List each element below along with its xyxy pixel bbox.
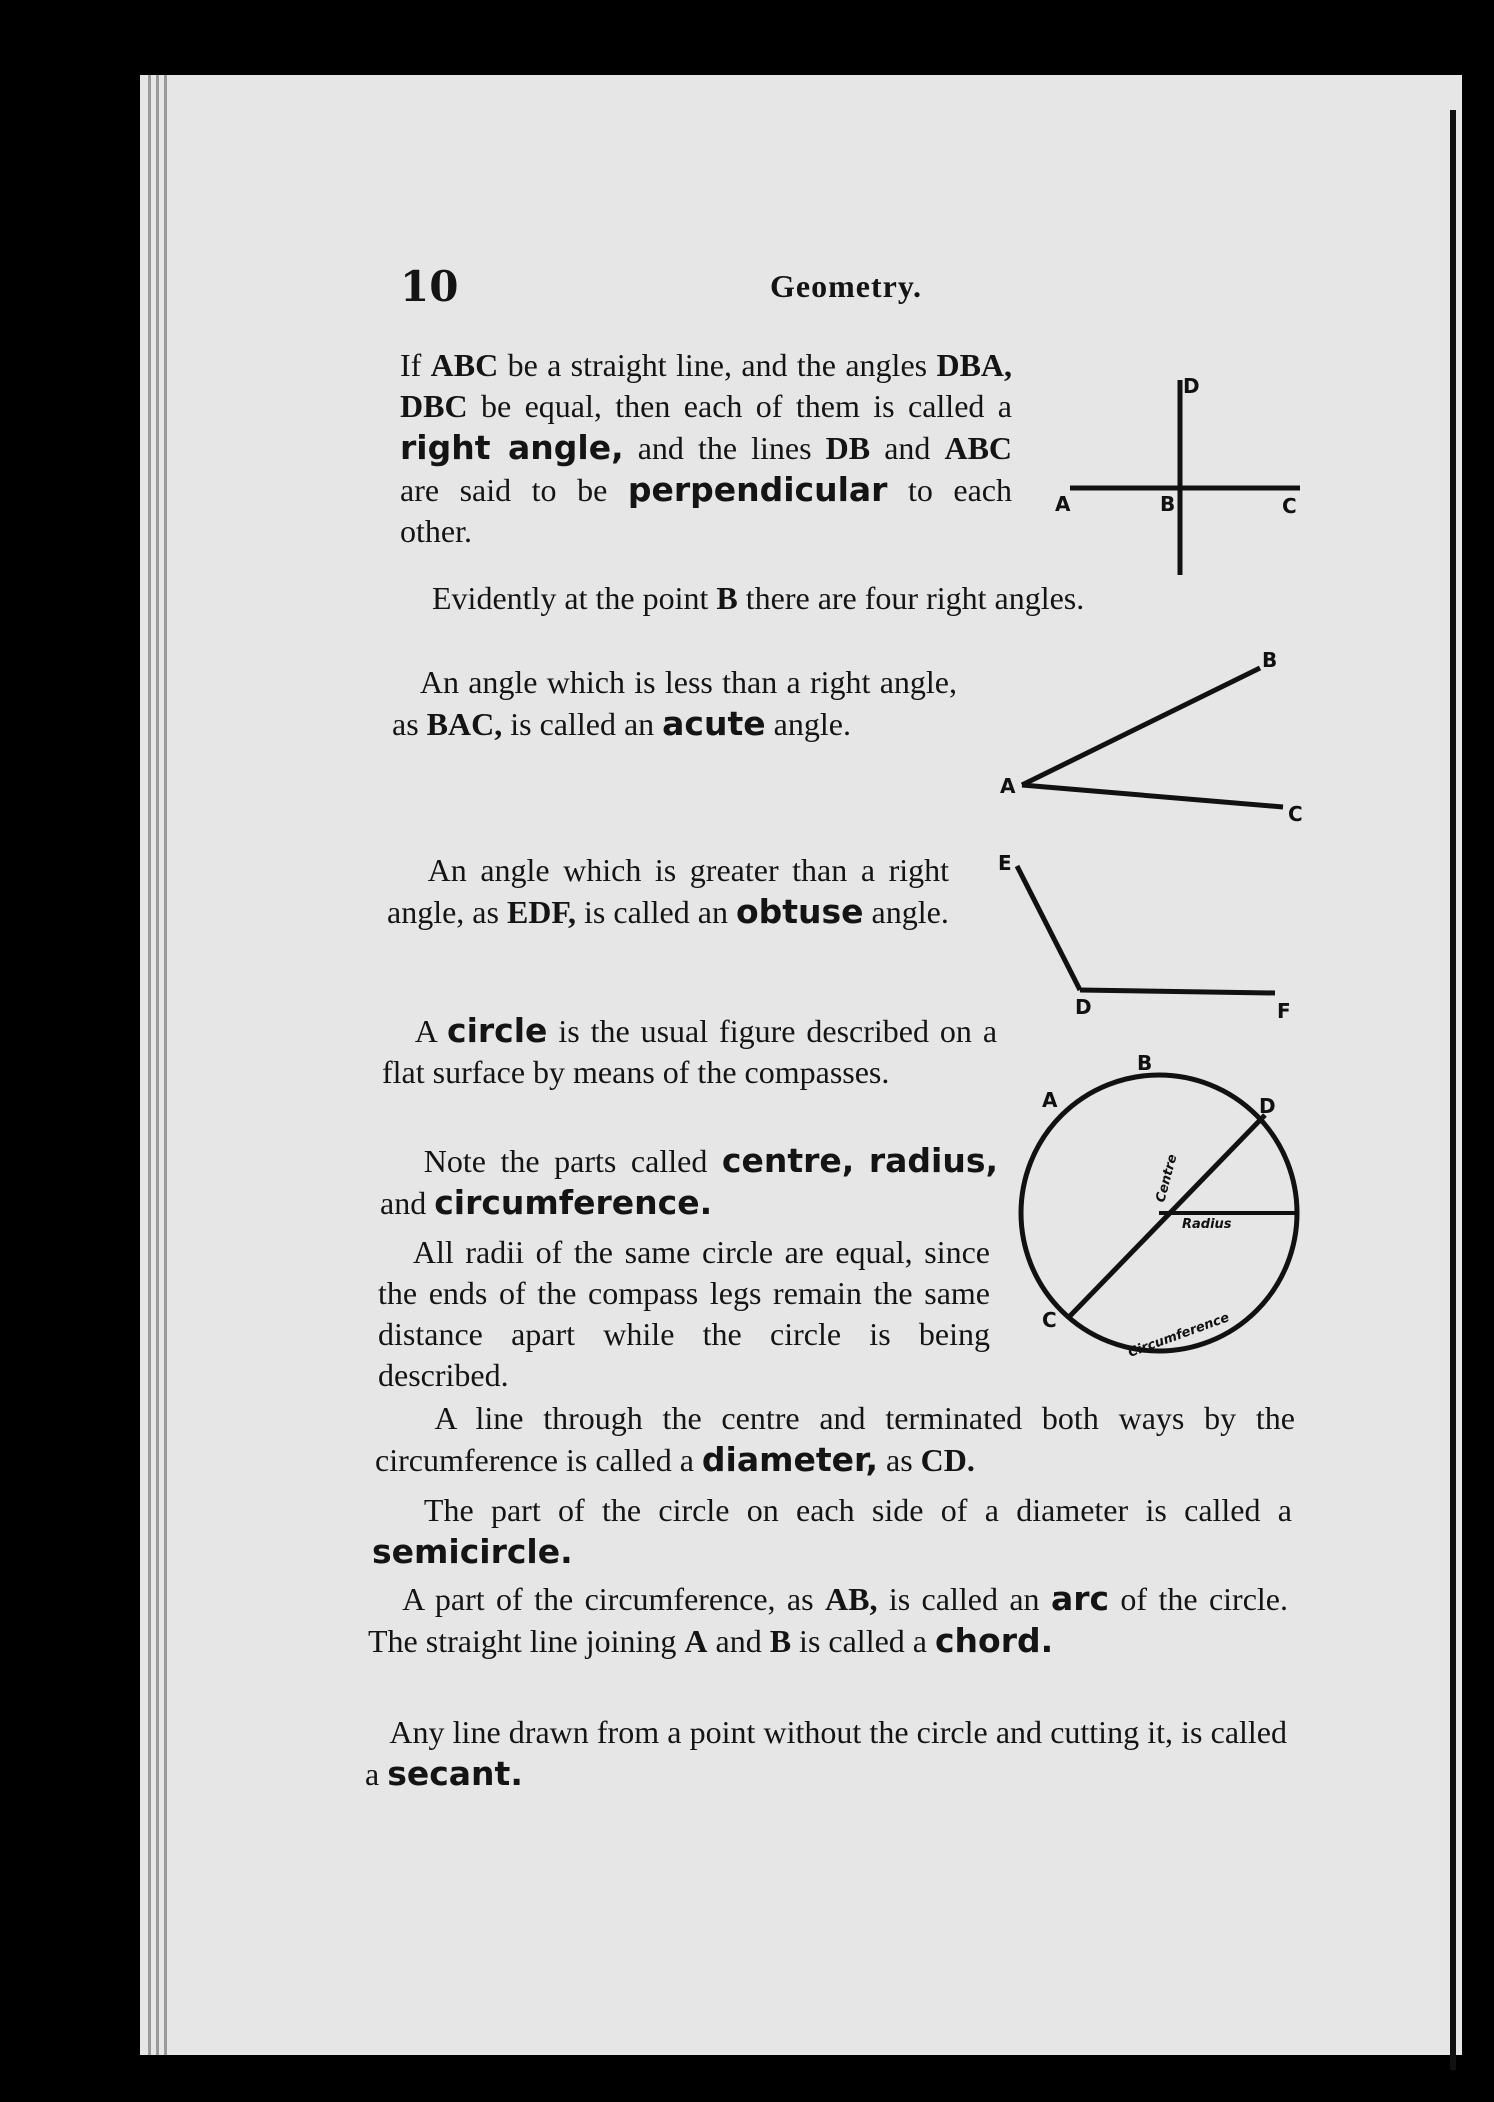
paragraph-parts: Note the parts called centre, radius, and circumference. xyxy=(380,1141,999,1222)
point-d-label: D xyxy=(1075,995,1092,1019)
point-d-label: D xyxy=(1259,1094,1276,1118)
circle-figure xyxy=(1012,1045,1312,1365)
obtuse-angle-figure xyxy=(995,850,1315,1025)
acute-angle-figure xyxy=(995,650,1315,825)
centre-label: Centre xyxy=(1153,1152,1181,1205)
page-edge xyxy=(148,75,151,2055)
paragraph-arc-chord: A part of the circumference, as AB, is called an arc of the circle. The straight line joining A and B is called a chord. xyxy=(368,1579,1289,1660)
point-b-label: B xyxy=(1262,648,1278,672)
page-edge xyxy=(164,75,167,2055)
point-a-label: A xyxy=(1055,492,1071,516)
paragraph-right-angle: If ABC be a straight line, and the angles DBA, DBC be equal, then each of them is called a right angle, and the lines DB and ABC are said to be perpendicular to each other. xyxy=(400,347,1013,549)
perpendicular-figure xyxy=(1050,365,1320,580)
page-number: 10 xyxy=(400,262,459,311)
paragraph-circle: A circle is the usual figure described on a flat surface by means of the compasses. xyxy=(382,1011,998,1090)
circumference-label: Circumference xyxy=(1126,1310,1232,1361)
point-b-label: B xyxy=(1160,492,1176,516)
paragraph-diameter: A line through the centre and terminated both ways by the circumference is called a diameter, as CD. xyxy=(375,1400,1296,1479)
paragraph-radii: All radii of the same circle are equal, since the ends of the compass legs remain the same distance apart while the circle is being described. xyxy=(378,1234,991,1393)
point-c-label: C xyxy=(1282,494,1297,518)
radius-label: Radius xyxy=(1182,1217,1232,1232)
point-c-label: C xyxy=(1042,1308,1057,1332)
paragraph-acute-angle: An angle which is less than a right angle, as BAC, is called an acute angle. xyxy=(392,664,958,743)
point-a-label: A xyxy=(1042,1088,1058,1112)
paragraph-obtuse-angle: An angle which is greater than a right angle, as EDF, is called an obtuse angle. xyxy=(387,852,950,931)
running-head: Geometry. xyxy=(770,268,923,304)
paragraph-secant: Any line drawn from a point without the circle and cutting it, is called a secant. xyxy=(365,1714,1288,1793)
paragraph-four-right-angles: Evidently at the point B there are four right angles. xyxy=(432,580,1085,616)
point-d-label: D xyxy=(1183,374,1200,398)
point-f-label: F xyxy=(1277,999,1291,1023)
point-e-label: E xyxy=(998,851,1012,875)
point-a-label: A xyxy=(1000,774,1016,798)
point-c-label: C xyxy=(1288,802,1303,826)
paragraph-semicircle: The part of the circle on each side of a diameter is called a semicircle. xyxy=(372,1492,1293,1571)
facing-page-edge xyxy=(1450,110,1456,2070)
page-edge xyxy=(156,75,159,2055)
point-b-label: B xyxy=(1137,1051,1153,1075)
page-header xyxy=(400,262,960,322)
